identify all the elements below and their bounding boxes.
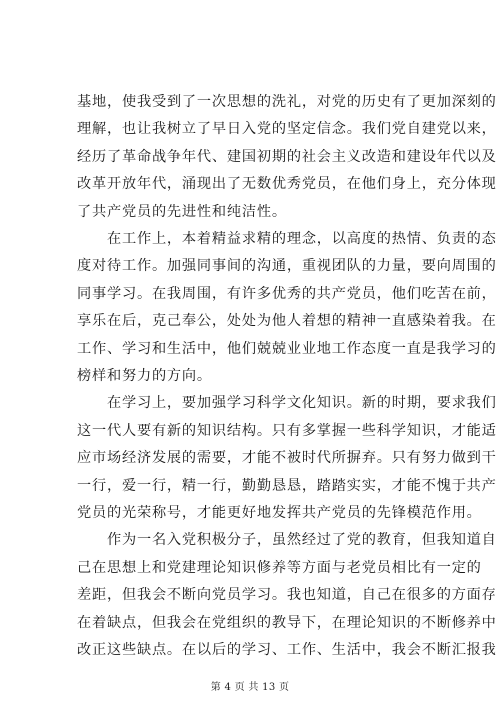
text-line: 在学习上，要加强学习科学文化知识。新的时期，要求我们 [77, 395, 497, 412]
text-line: 同事学习。在我周围，有许多优秀的共产党员，他们吃苦在前， [77, 285, 497, 302]
text-line: 榜样和努力的方向。 [77, 368, 212, 384]
text-line: 在工作上，本着精益求精的理念，以高度的热情、负责的态 [77, 231, 497, 247]
text-line: 了共产党员的先进性和纯洁性。 [77, 203, 287, 220]
text-line: 差距，但我会不断向党员学习。我也知道，自己在很多的方面存 [77, 587, 497, 604]
text-line: 度对待工作。加强同事间的沟通，重视团队的力量，要向周围的 [77, 258, 497, 275]
text-line: 改正这些缺点。在以后的学习、工作、生活中，我会不断汇报我 [77, 642, 497, 658]
page-number-footer: 第 4 页 共 13 页 [210, 682, 290, 693]
text-line: 改革开放年代，涌现出了无数优秀党员，在他们身上，充分体现 [77, 176, 497, 193]
text-line: 工作、学习和生活中，他们兢兢业业地工作态度一直是我学习的 [77, 340, 497, 357]
text-line: 己在思想上和党建理论知识修养等方面与老党员相比有一定的 [77, 559, 482, 576]
text-line: 理解，也让我树立了早日入党的坚定信念。我们党自建党以来， [77, 121, 497, 138]
text-line: 基地，使我受到了一次思想的洗礼，对党的历史有了更加深刻的 [77, 94, 497, 110]
text-line: 在着缺点，但我会在党组织的教导下，在理论知识的不断修养中 [77, 614, 497, 631]
text-line: 经历了革命战争年代、建国初期的社会主义改造和建设年代以及 [77, 148, 497, 165]
text-line: 这一代人要有新的知识结构。只有多掌握一些科学知识，才能适 [77, 422, 497, 439]
text-line: 一行，爱一行，精一行，勤勤恳恳，踏踏实实，才能不愧于共产 [77, 477, 497, 494]
text-line: 享乐在后，克己奉公，处处为他人着想的精神一直感染着我。在 [77, 313, 497, 330]
text-line: 作为一名入党积极分子，虽然经过了党的教育，但我知道自 [77, 532, 497, 549]
text-line: 应市场经济发展的需要，才能不被时代所摒弃。只有努力做到干 [77, 450, 497, 467]
text-line: 党员的光荣称号，才能更好地发挥共产党员的先锋模范作用。 [77, 505, 482, 521]
